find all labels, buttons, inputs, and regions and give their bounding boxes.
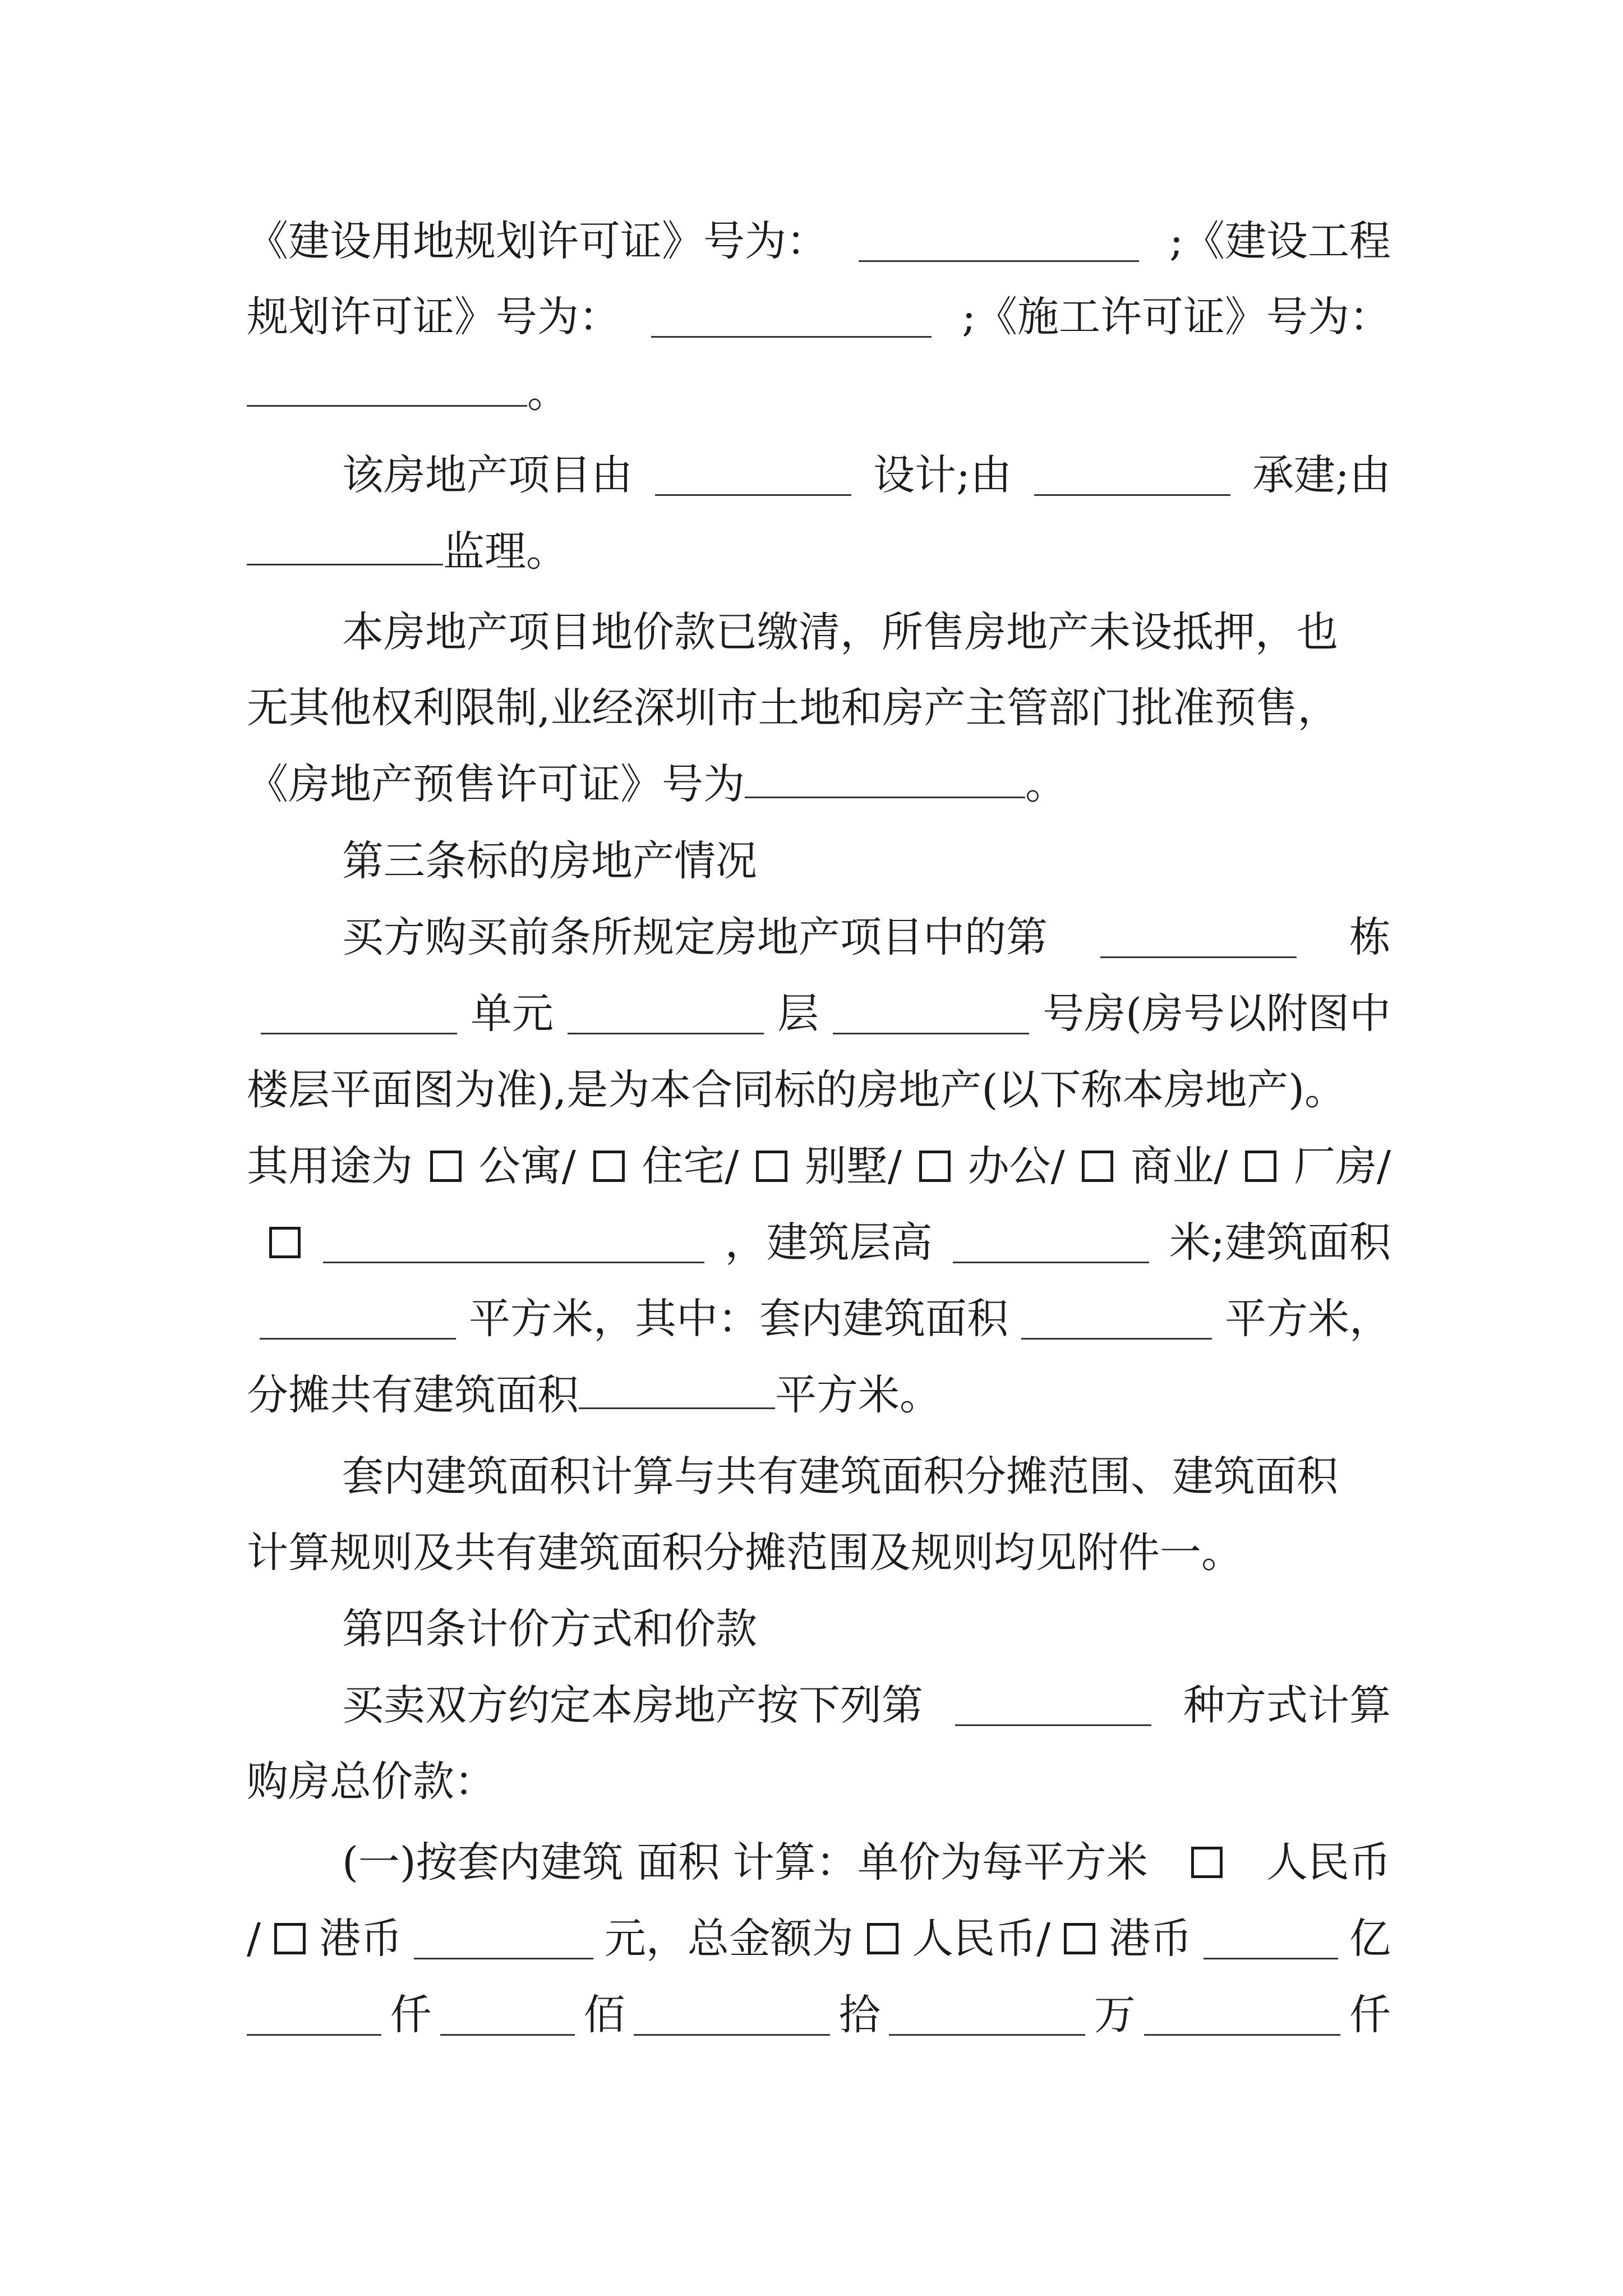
option-label: 住宅/	[642, 1142, 739, 1190]
text-segment: 该房地产项目由	[342, 451, 633, 499]
blank-field[interactable]	[261, 993, 457, 1034]
text-segment: 万	[1094, 1991, 1136, 2039]
checkbox-factory[interactable]	[1245, 1151, 1276, 1182]
text-segment: 分摊共有建筑面积	[247, 1371, 579, 1419]
text-segment: 楼层平面图为准),是为本合同标的房地产(以下称本房地产)。	[247, 1066, 1347, 1114]
line-24	[247, 1984, 1391, 2046]
checkbox-hkd-total[interactable]	[1064, 1923, 1095, 1954]
text-segment: 监理。	[443, 527, 568, 576]
text-segment: 港币	[1109, 1915, 1192, 1963]
blank-field[interactable]	[634, 1995, 830, 2036]
text-segment: 米;建筑面积	[1169, 1218, 1391, 1267]
line-3	[247, 362, 1391, 424]
blank-field[interactable]	[1100, 917, 1297, 958]
text-segment: 层	[777, 990, 819, 1038]
line-10	[247, 907, 1391, 968]
section-heading-3	[247, 830, 1486, 892]
text-segment: 《房地产预售许可证》号为	[247, 760, 745, 808]
text-segment: 港币	[319, 1915, 403, 1963]
text-segment: 栋	[1349, 913, 1391, 961]
text-segment: 平方米。	[775, 1371, 941, 1419]
text-segment: 拾	[838, 1991, 880, 2039]
checkbox-residence[interactable]	[593, 1151, 625, 1182]
line-16	[247, 1364, 1391, 1426]
text-segment: 计算规则及共有建筑面积分摊范围及规则均见附件一。	[247, 1529, 1243, 1577]
text-segment: 设计;由	[873, 451, 1012, 499]
checkbox-commercial[interactable]	[1082, 1151, 1113, 1182]
blank-field[interactable]	[579, 1368, 775, 1409]
section-heading-4	[247, 1598, 1486, 1660]
line-4	[247, 444, 1391, 506]
text-segment: 套内建筑面积计算与共有建筑面积分摊范围、建筑面积	[342, 1452, 1338, 1501]
checkbox-apartment[interactable]	[430, 1151, 462, 1182]
blank-field[interactable]	[323, 1222, 704, 1263]
line-21	[247, 1751, 1391, 1812]
text-segment: 本房地产项目地价款已缴清，所售房地产未设抵押，也	[342, 608, 1338, 656]
blank-field[interactable]	[1021, 1299, 1212, 1340]
text-segment: 单元	[471, 990, 554, 1038]
line-11	[247, 983, 1391, 1045]
text-segment: 无其他权利限制,业经深圳市土地和房产主管部门批准预售，	[247, 684, 1339, 732]
blank-field[interactable]	[568, 993, 764, 1034]
line-14	[247, 1212, 1391, 1273]
text-segment: 种方式计算	[1183, 1681, 1391, 1729]
text-segment: ;《建设工程	[1169, 217, 1391, 265]
text-segment: 。	[527, 369, 569, 417]
text-segment: 规划许可证》号为：	[247, 293, 620, 341]
option-label: 商业/	[1131, 1142, 1228, 1190]
text-segment: 佰	[583, 1991, 625, 2039]
text-segment: ，建筑层高	[725, 1218, 933, 1267]
text-segment: 买方购买前条所规定房地产项目中的第	[342, 913, 1048, 961]
blank-field[interactable]	[247, 366, 527, 407]
text-segment: 人民币/	[912, 1915, 1051, 1963]
line-15	[247, 1288, 1391, 1350]
line-22	[247, 1832, 1391, 1893]
blank-field[interactable]	[745, 757, 1025, 798]
blank-field[interactable]	[859, 221, 1139, 262]
line-8	[247, 753, 1391, 815]
line-18	[247, 1522, 1391, 1584]
text-segment: 亿	[1349, 1915, 1391, 1963]
text-segment: 其用途为	[247, 1142, 413, 1190]
line-5	[247, 521, 1391, 582]
blank-field[interactable]	[247, 1995, 381, 2036]
line-23	[247, 1908, 1391, 1970]
checkbox-villa[interactable]	[756, 1151, 787, 1182]
checkbox-other[interactable]	[269, 1227, 301, 1258]
blank-field[interactable]	[414, 1918, 593, 1959]
text-segment: 仟	[390, 1991, 432, 2039]
text-segment: ;《施工许可证》号为：	[962, 293, 1391, 341]
text-segment: 平方米，其中：套内建筑面积	[469, 1295, 1008, 1343]
line-17	[247, 1446, 1391, 1507]
line-12	[247, 1059, 1391, 1121]
line-20	[247, 1674, 1391, 1736]
blank-field[interactable]	[889, 1995, 1085, 2036]
blank-field[interactable]	[655, 455, 851, 496]
line-13	[247, 1135, 1391, 1197]
checkbox-rmb-total[interactable]	[867, 1923, 898, 1954]
text-segment: 仟	[1349, 1991, 1391, 2039]
checkbox-hkd-unit[interactable]	[274, 1923, 306, 1954]
blank-field[interactable]	[955, 1685, 1151, 1726]
blank-field[interactable]	[1204, 1918, 1338, 1959]
text-segment: 平方米，	[1225, 1295, 1391, 1343]
text-segment: 买卖双方约定本房地产按下列第	[342, 1681, 923, 1729]
text-segment: (一)按套内建筑 面积 计算：单价为每平方米	[342, 1838, 1148, 1887]
text-segment: 购房总价款：	[247, 1757, 496, 1806]
text-segment: /	[247, 1915, 261, 1963]
blank-field[interactable]	[440, 1995, 575, 2036]
checkbox-office[interactable]	[919, 1151, 951, 1182]
blank-field[interactable]	[1144, 1995, 1340, 2036]
text-segment: 承建;由	[1252, 451, 1391, 499]
blank-field[interactable]	[833, 993, 1029, 1034]
option-label: 厂房/	[1294, 1142, 1391, 1190]
line-2	[247, 286, 1391, 348]
blank-field[interactable]	[260, 1299, 456, 1340]
blank-field[interactable]	[247, 524, 443, 565]
text-segment: 号房(房号以附图中	[1043, 990, 1391, 1038]
option-label: 办公/	[967, 1142, 1065, 1190]
text-segment: 。	[1025, 760, 1067, 808]
option-label: 别墅/	[805, 1142, 902, 1190]
option-label: 公寓/	[478, 1142, 576, 1190]
line-1	[247, 210, 1391, 272]
heading-text: 第三条标的房地产情况	[342, 837, 757, 885]
text-segment: 元，总金额为	[604, 1915, 854, 1963]
heading-text: 第四条计价方式和价款	[342, 1605, 757, 1653]
blank-field[interactable]	[651, 297, 932, 338]
checkbox-rmb-unit[interactable]	[1191, 1847, 1223, 1878]
blank-field[interactable]	[1034, 455, 1230, 496]
line-6	[247, 601, 1391, 663]
text-segment: 人民币	[1266, 1838, 1391, 1887]
text-segment: 《建设用地规划许可证》号为：	[247, 217, 828, 265]
line-7	[247, 677, 1391, 739]
blank-field[interactable]	[953, 1222, 1149, 1263]
